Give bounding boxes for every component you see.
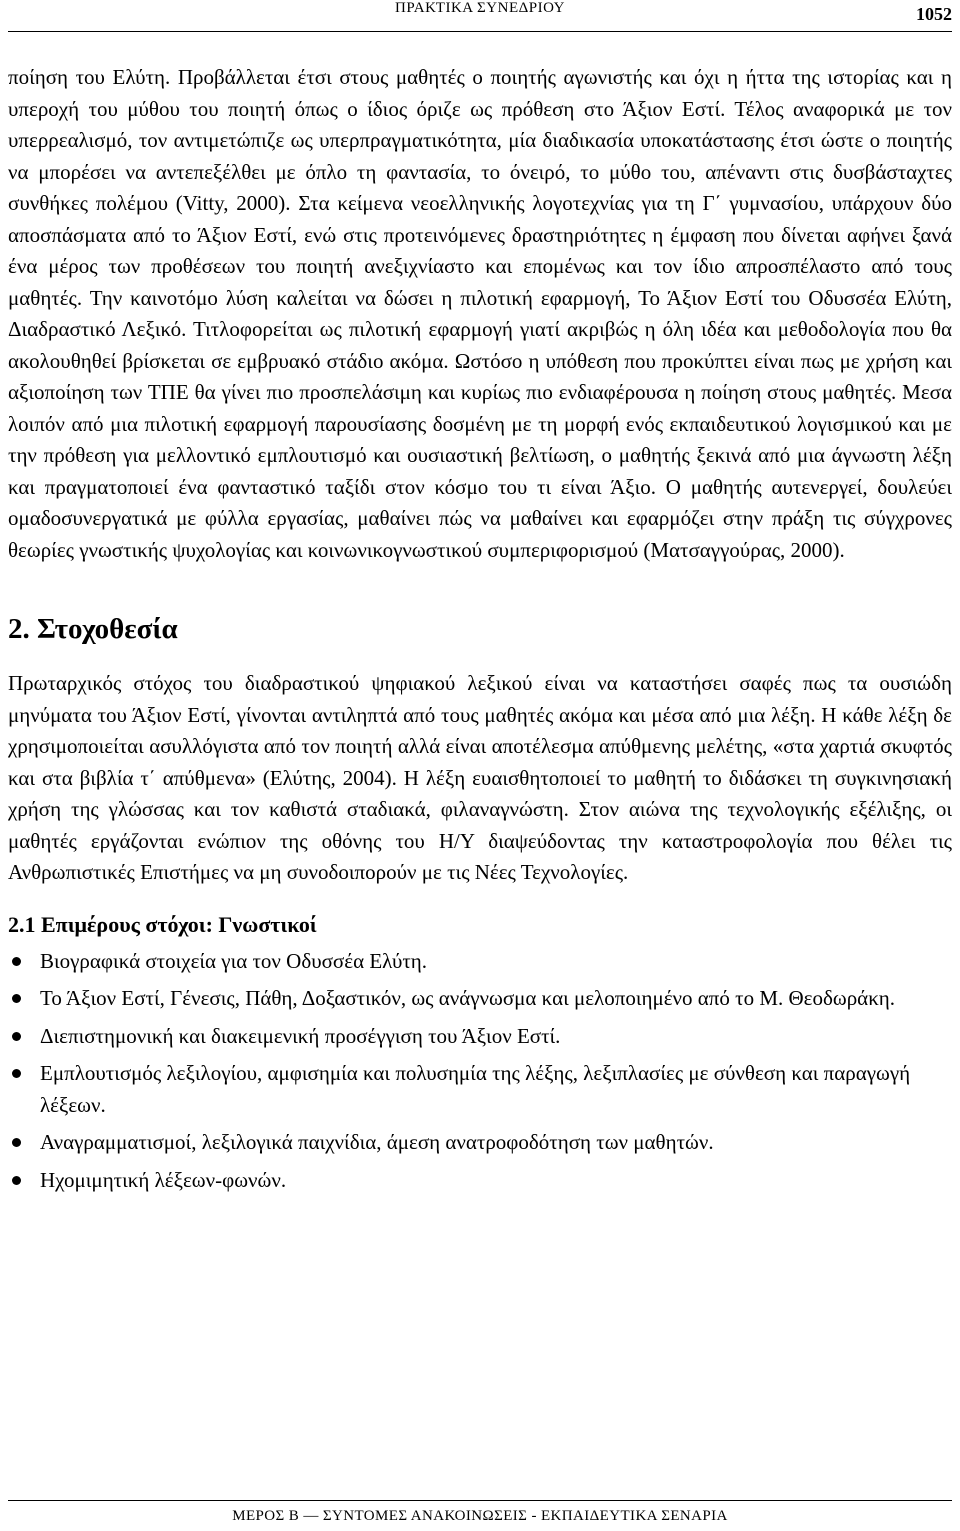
running-footer: ΜΕΡΟΣ Β — ΣΥΝΤΟΜΕΣ ΑΝΑΚΟΙΝΩΣΕΙΣ - ΕΚΠΑΙΔΕΥΤΙΚΑ ΣΕΝΑΡΙΑ [232,1508,728,1524]
bullet-icon [12,994,21,1003]
list-item: Βιογραφικά στοιχεία για τον Οδυσσέα Ελύτη. [8,946,952,978]
footer-rule [8,1500,952,1501]
bullet-icon [12,957,21,966]
header-rule [8,31,952,32]
bullet-icon [12,1138,21,1147]
objectives-list [8,946,952,1197]
subsection-heading: 2.1 Επιμέρους στόχοι: Γνωστικοί [8,911,317,937]
running-header-title: ΠΡΑΚΤΙΚΑ ΣΥΝΕΔΡΙΟΥ [394,0,566,16]
list-item: Αναγραμματισμοί, λεξιλογικά παιχνίδια, άμεση ανατροφοδότηση των μαθητών. [8,1127,952,1159]
body-paragraph-1: ποίηση του Ελύτη. Προβάλλεται έτσι στους μαθητές ο ποιητής αγωνιστής και όχι η ήττα της ιστορίας και η υπεροχή του μύθου του ποιητή όπως ο ίδιος όριζε ως πρόθεση στο Άξιον Εστί. Τέλος αναφορικά με τον υπερρεαλισμό, τον αντιμετώπιζε ως υπερπραγματικότητα, μία διαδικασία υποκατάστασης έτσι ώστε ο ποιητής να μπορέσει να αντεπεξέλθει με όπλο τη φαντασία, το όνειρό, το μύθο του, απέναντι στις δυσβάσταχτες συνθήκες πολέμου (Vitty, 2000). Στα κείμενα νεοελληνικής λογοτεχνίας για τη Γ΄ γυμνασίου, υπάρχουν δύο αποσπάσματα από το Άξιον Εστί, ενώ στις προτεινόμενες δραστηριότητες η έμφαση που δίνεται αφήνει ξανά ένα μέρος των προθέσεων του ποιητή ανεξιχνίαστο και επομένως και τον ίδιο απροσπέλαστο από τους μαθητές. Την καινοτόμο λύση καλείται να δώσει η πιλοτική εφαρμογή, Το Άξιον Εστί του Οδυσσέα Ελύτη, Διαδραστικό Λεξικό. Τιτλοφορείται ως πιλοτική εφαρμογή γιατί ακριβώς η όλη ιδέα και μεθοδολογία που θα ακολουθηθεί βρίσκεται σε εμβρυακό στάδιο ακόμα. Ωστόσο η υπόθεση που προκύπτει είναι πως με χρήση και αξιοποίηση των ΤΠΕ θα γίνει πιο προσπελάσιμη και κυρίως πιο ενδιαφέρουσα η ποίηση στους μαθητές. Μεσα λοιπόν από μια πιλοτική εφαρμογή παρουσίασης δοσμένη με τη μορφή ενός εκπαιδευτικού λογισμικού και με την πρόθεση για μελλοντικό εμπλουτισμό και ουσιαστική βελτίωση, ο μαθητής ξεκινά από μια άγνωστη λέξη και πραγματοποιεί ένα φανταστικό ταξίδι στον κόσμο του τι είναι Άξιο. Ο μαθητής αυτενεργεί, δουλεύει ομαδοσυνεργατικά με φύλλα εργασίας, μαθαίνει πώς να μαθαίνει και εφαρμόζει στην πράξη τις σύγχρονες θεωρίες γνωστικής ψυχολογίας και κοινωνικογνωστικού συμπεριφορισμού (Ματσαγγούρας, 2000). [8,65,952,562]
list-item: Διεπιστημονική και διακειμενική προσέγγιση του Άξιον Εστί. [8,1021,952,1053]
bullet-icon [12,1176,21,1185]
list-item: Εμπλουτισμός λεξιλογίου, αμφισημία και πολυσημία της λέξης, λεξιπλασίες με σύνθεση και παραγωγή λέξεων. [8,1058,952,1121]
list-item: Ηχομιμητική λέξεων-φωνών. [8,1165,952,1197]
section-heading: 2. Στοχοθεσία [8,613,178,645]
bullet-icon [12,1069,21,1078]
body-paragraph-2: Πρωταρχικός στόχος του διαδραστικού ψηφιακού λεξικού είναι να καταστήσει σαφές πως τα ουσιώδη μηνύματα του Άξιον Εστί, γίνονται αντιληπτά από τους μαθητές ακόμα και μέσα από μια λέξη. Η κάθε λέξη δε χρησιμοποιείται ασυλλόγιστα από τον ποιητή αλλά είναι αποτέλεσμα απύθμενης μελέτης, «στα χαρτιά σκυφτός και στα βιβλία τ΄ απύθμενα» (Ελύτης, 2004). Η λέξη ευαισθητοποιεί το μαθητή το διδάσκει τη συγκινησιακή χρήση της γλώσσας και τον καθιστά σταδιακά, φιλαναγνώστη. Στον αιώνα της τεχνολογικής εξέλιξης, οι μαθητές εργάζονται ενώπιον της οθόνης του Η/Υ διαψεύδοντας την καταστροφολογία που θέλει τις Ανθρωπιστικές Επιστήμες να μη συνοδοιπορούν με τις Νέες Τεχνολογίες. [8,671,952,884]
page-content [8,62,952,1202]
page-number: 1052 [916,4,952,24]
list-item: Το Άξιον Εστί, Γένεσις, Πάθη, Δοξαστικόν, ως ανάγνωσμα και μελοποιημένο από το Μ. Θεοδωράκη. [8,983,952,1015]
page-header [0,0,960,40]
page-footer [0,1508,960,1525]
bullet-icon [12,1032,21,1041]
